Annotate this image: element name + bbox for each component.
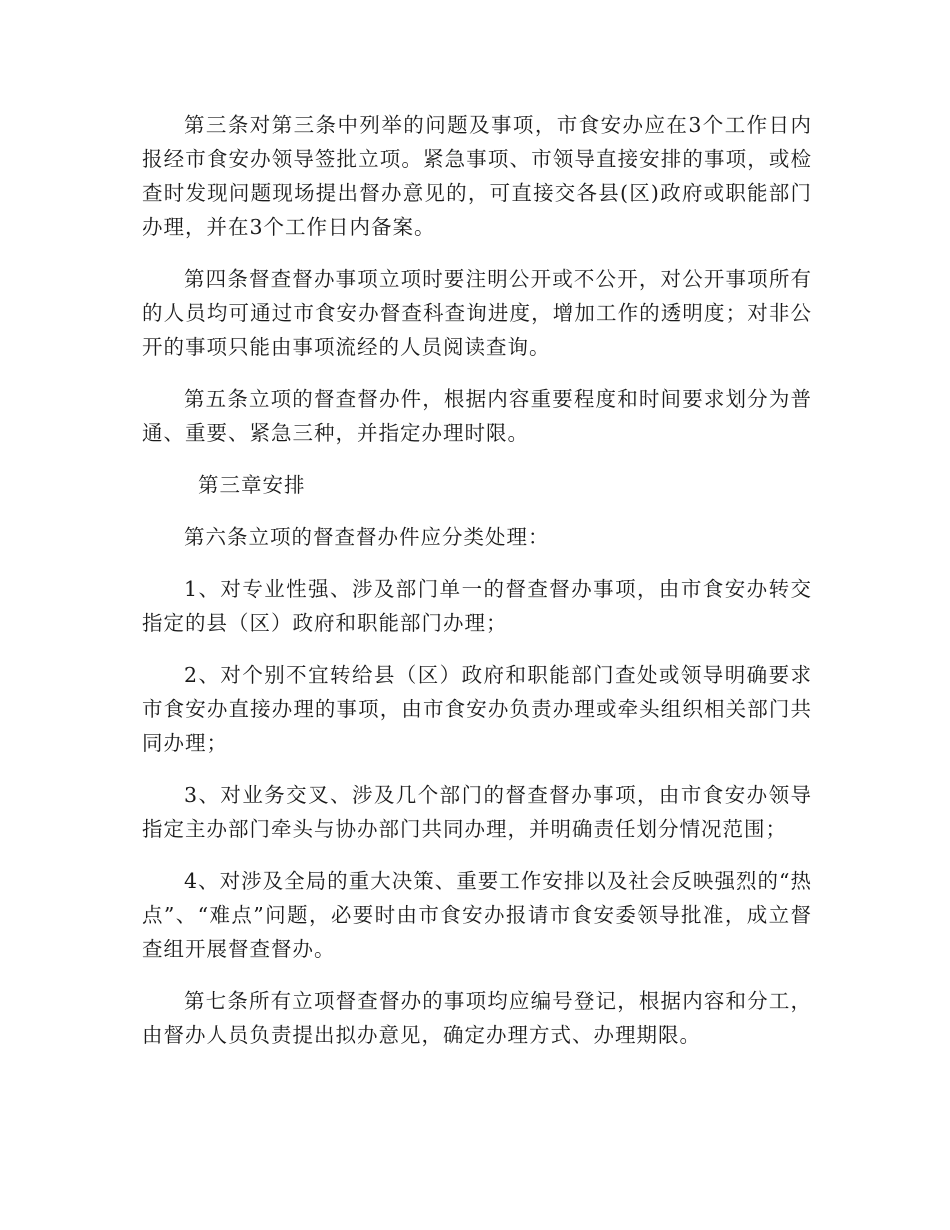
article-6-item-2: 2、对个别不宜转给县（区）政府和职能部门查处或领导明确要求市食安办直接办理的事项，由市食安办负责办理或牵头组织相关部门共同办理； — [142, 663, 812, 755]
article-5-paragraph: 第五条立项的督查督办件，根据内容重要程度和时间要求划分为普通、重要、紧急三种，并指定办理时限。 — [142, 387, 812, 445]
article-7-paragraph: 第七条所有立项督查督办的事项均应编号登记，根据内容和分工，由督办人员负责提出拟办意见，确定办理方式、办理期限。 — [142, 989, 812, 1047]
document-body — [142, 108, 812, 1070]
article-6-item-4: 4、对涉及全局的重大决策、重要工作安排以及社会反映强烈的“热点”、“难点”问题，必要时由市食安办报请市食安委领导批准，成立督查组开展督查督办。 — [142, 869, 812, 961]
article-6-item-1: 1、对专业性强、涉及部门单一的督查督办事项，由市食安办转交指定的县（区）政府和职能部门办理； — [142, 577, 812, 635]
article-4-paragraph: 第四条督查督办事项立项时要注明公开或不公开，对公开事项所有的人员均可通过市食安办督查科查询进度，增加工作的透明度；对非公开的事项只能由事项流经的人员阅读查询。 — [142, 267, 812, 359]
article-3-paragraph: 第三条对第三条中列举的问题及事项，市食安办应在3个工作日内报经市食安办领导签批立项。紧急事项、市领导直接安排的事项，或检查时发现问题现场提出督办意见的，可直接交各县(区)政府或职能部门办理，并在3个工作日内备案。 — [142, 113, 812, 239]
chapter-3-heading: 第三章安排 — [198, 473, 306, 497]
article-6-paragraph: 第六条立项的督查督办件应分类处理： — [184, 525, 550, 549]
article-6-item-3: 3、对业务交叉、涉及几个部门的督查督办事项，由市食安办领导指定主办部门牵头与协办部门共同办理，并明确责任划分情况范围； — [142, 783, 812, 841]
